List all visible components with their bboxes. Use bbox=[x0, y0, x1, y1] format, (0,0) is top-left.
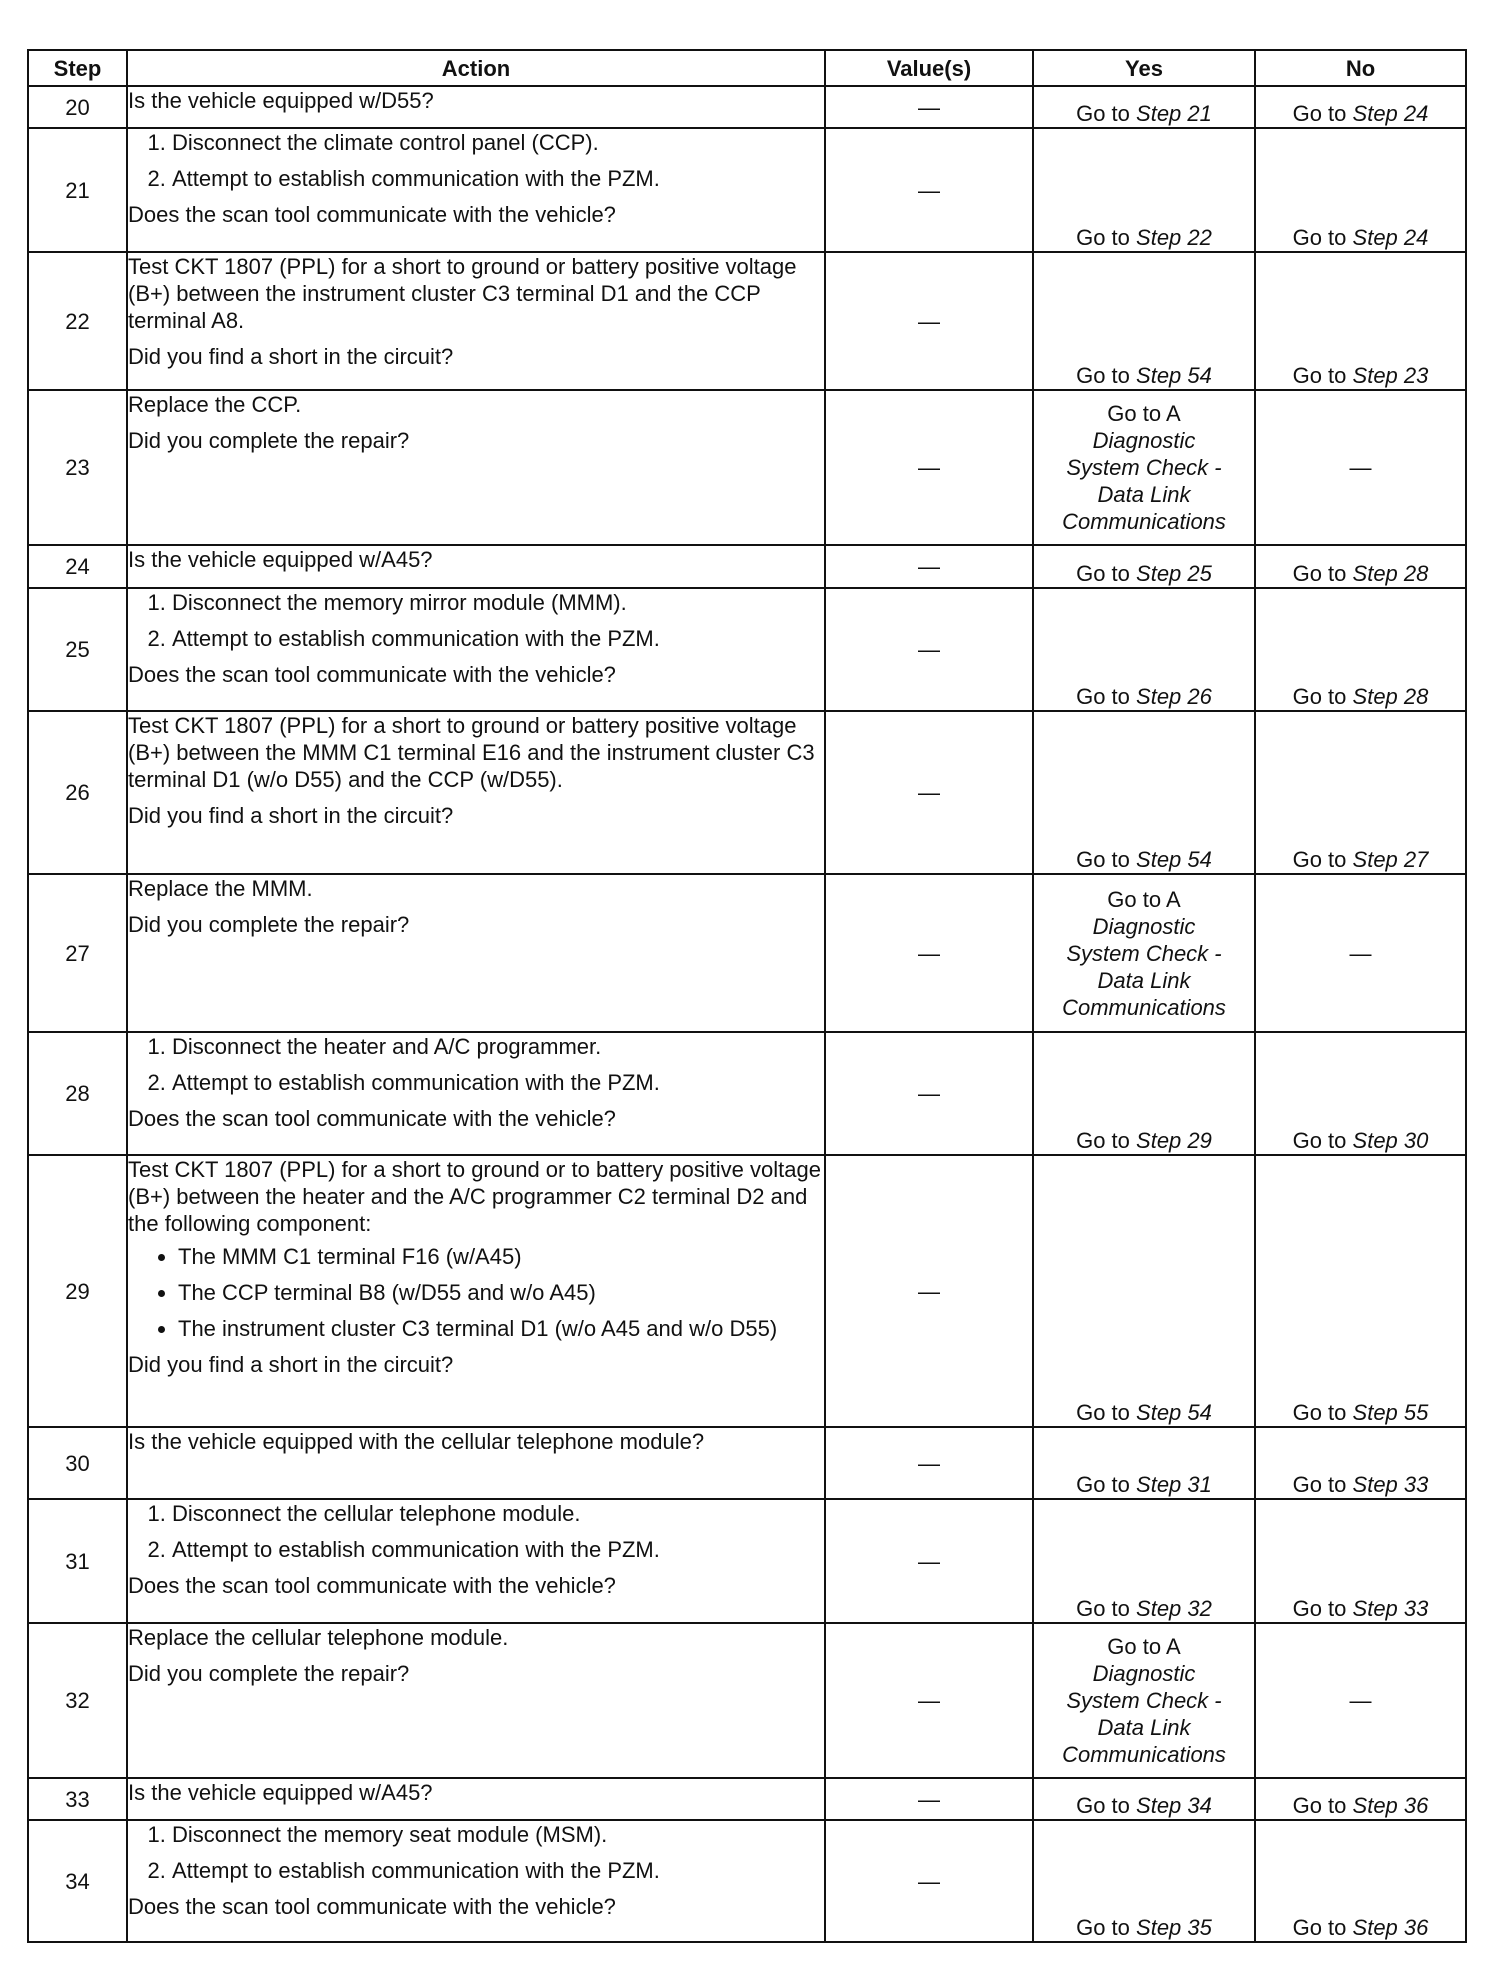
procedure-line: Communications bbox=[1062, 994, 1226, 1020]
header-values: Value(s) bbox=[825, 50, 1033, 86]
yes-step-ref: 26 bbox=[1187, 684, 1212, 709]
value-cell: — bbox=[825, 128, 1033, 252]
goto-label: Go to bbox=[1076, 1793, 1130, 1818]
action-text: Replace the cellular telephone module. bbox=[128, 1625, 509, 1650]
table-row bbox=[28, 1778, 1466, 1820]
yes-step-ref: 29 bbox=[1187, 1128, 1212, 1153]
no-cell bbox=[1255, 1155, 1466, 1427]
step-number: 25 bbox=[28, 588, 127, 711]
value-cell: — bbox=[825, 1778, 1033, 1820]
goto-label: Go to bbox=[1292, 101, 1347, 126]
step-number: 28 bbox=[28, 1032, 127, 1155]
action-cell bbox=[127, 588, 825, 711]
action-question: Did you complete the repair? bbox=[128, 912, 410, 937]
no-step-ref: 30 bbox=[1403, 1128, 1429, 1153]
step-number: 22 bbox=[28, 252, 127, 390]
no-step-ref: 24 bbox=[1403, 225, 1429, 250]
action-cell bbox=[127, 1623, 825, 1778]
goto-label: Go to bbox=[1076, 561, 1130, 586]
step-word: Step bbox=[1136, 1915, 1182, 1940]
action-cell bbox=[127, 1778, 825, 1820]
goto-label: Go to bbox=[1292, 561, 1347, 586]
no-cell: — bbox=[1255, 1623, 1466, 1778]
goto-label: Go to bbox=[1076, 1400, 1130, 1425]
step-number: 24 bbox=[28, 545, 127, 588]
list-item: • The instrument cluster C3 terminal D1 (w/o A45 and w/o D55) bbox=[178, 1315, 824, 1342]
action-cell bbox=[127, 252, 825, 390]
action-question: Does the scan tool communicate with the vehicle? bbox=[128, 1894, 616, 1919]
step-word: Step bbox=[1136, 1472, 1182, 1497]
no-cell bbox=[1255, 1427, 1466, 1499]
value-cell: — bbox=[825, 711, 1033, 874]
goto-label: Go to bbox=[1292, 1793, 1347, 1818]
numbered-list bbox=[128, 129, 824, 192]
step-number: 32 bbox=[28, 1623, 127, 1778]
no-cell bbox=[1255, 1499, 1466, 1623]
goto-label: Go to bbox=[1076, 1915, 1130, 1940]
step-word: Step bbox=[1136, 684, 1182, 709]
procedure-line: Diagnostic bbox=[1092, 1661, 1196, 1686]
step-number: 23 bbox=[28, 390, 127, 545]
table-row bbox=[28, 390, 1466, 545]
step-word: Step bbox=[1352, 847, 1398, 872]
yes-cell bbox=[1033, 1499, 1255, 1623]
table-row bbox=[28, 711, 1466, 874]
action-question: Did you find a short in the circuit? bbox=[128, 344, 454, 369]
list-item: 2. Attempt to establish communication with the PZM. bbox=[172, 165, 824, 192]
list-item: 2. Attempt to establish communication with the PZM. bbox=[172, 625, 824, 652]
step-word: Step bbox=[1136, 847, 1182, 872]
value-cell: — bbox=[825, 1820, 1033, 1942]
goto-label: Go to bbox=[1076, 1596, 1130, 1621]
goto-label: Go to bbox=[1076, 1128, 1130, 1153]
yes-cell bbox=[1033, 545, 1255, 588]
yes-step-ref: 25 bbox=[1187, 561, 1212, 586]
step-word: Step bbox=[1352, 561, 1398, 586]
action-question: Is the vehicle equipped w/A45? bbox=[128, 1780, 433, 1805]
no-cell bbox=[1255, 1778, 1466, 1820]
action-cell bbox=[127, 1499, 825, 1623]
table-row bbox=[28, 588, 1466, 711]
no-cell: — bbox=[1255, 874, 1466, 1032]
step-number: 20 bbox=[28, 86, 127, 128]
table-row bbox=[28, 1155, 1466, 1427]
step-number: 33 bbox=[28, 1778, 127, 1820]
action-text: Test CKT 1807 (PPL) for a short to ground or battery positive voltage (B+) between the instrument cluster C3 terminal D1 and the CCP terminal A8. bbox=[128, 254, 797, 333]
action-question: Did you find a short in the circuit? bbox=[128, 803, 454, 828]
action-cell bbox=[127, 1155, 825, 1427]
value-cell: — bbox=[825, 86, 1033, 128]
table-row bbox=[28, 874, 1466, 1032]
no-cell bbox=[1255, 588, 1466, 711]
header-step: Step bbox=[28, 50, 127, 86]
numbered-list bbox=[128, 1033, 824, 1096]
action-question: Did you find a short in the circuit? bbox=[128, 1352, 454, 1377]
goto-label: Go to bbox=[1292, 225, 1347, 250]
step-word: Step bbox=[1352, 1472, 1398, 1497]
no-cell bbox=[1255, 1820, 1466, 1942]
procedure-line: Communications bbox=[1062, 509, 1226, 534]
no-cell bbox=[1255, 86, 1466, 128]
table-row bbox=[28, 1820, 1466, 1942]
no-step-ref: 23 bbox=[1403, 363, 1429, 388]
step-word: Step bbox=[1352, 1128, 1398, 1153]
value-cell: — bbox=[825, 874, 1033, 1032]
procedure-line: Diagnostic bbox=[1092, 913, 1196, 939]
step-number: 34 bbox=[28, 1820, 127, 1942]
action-cell bbox=[127, 711, 825, 874]
procedure-line: Data Link bbox=[1097, 967, 1191, 993]
action-cell bbox=[127, 1427, 825, 1499]
procedure-line: Data Link bbox=[1097, 1715, 1191, 1740]
list-item: 1. Disconnect the memory seat module (MSM). bbox=[172, 1821, 824, 1848]
no-step-ref: 36 bbox=[1403, 1915, 1429, 1940]
yes-step-ref: 32 bbox=[1187, 1596, 1212, 1621]
procedure-line: Data Link bbox=[1097, 482, 1191, 507]
header-action: Action bbox=[127, 50, 825, 86]
header-row bbox=[28, 50, 1466, 86]
goto-label: Go to bbox=[1076, 684, 1130, 709]
yes-cell bbox=[1033, 1155, 1255, 1427]
yes-step-ref: 54 bbox=[1187, 1400, 1212, 1425]
yes-step-ref: 21 bbox=[1187, 101, 1212, 126]
yes-cell bbox=[1033, 874, 1255, 1032]
yes-step-ref: 54 bbox=[1187, 847, 1212, 872]
step-word: Step bbox=[1136, 1400, 1182, 1425]
no-step-ref: 33 bbox=[1403, 1596, 1429, 1621]
list-item: • The CCP terminal B8 (w/D55 and w/o A45) bbox=[178, 1279, 824, 1306]
action-question: Does the scan tool communicate with the vehicle? bbox=[128, 202, 616, 227]
no-cell bbox=[1255, 128, 1466, 252]
step-number: 26 bbox=[28, 711, 127, 874]
action-question: Did you complete the repair? bbox=[128, 1661, 410, 1686]
yes-cell bbox=[1033, 86, 1255, 128]
step-word: Step bbox=[1136, 1793, 1182, 1818]
procedure-line: System Check - bbox=[1066, 940, 1222, 966]
step-number: 31 bbox=[28, 1499, 127, 1623]
table-row bbox=[28, 1427, 1466, 1499]
step-word: Step bbox=[1352, 101, 1398, 126]
goto-label: Go to bbox=[1076, 101, 1130, 126]
table-row bbox=[28, 86, 1466, 128]
no-cell: — bbox=[1255, 390, 1466, 545]
step-word: Step bbox=[1352, 225, 1398, 250]
header-yes: Yes bbox=[1033, 50, 1255, 86]
step-word: Step bbox=[1136, 1128, 1182, 1153]
goto-label: Go to bbox=[1076, 1472, 1130, 1497]
procedure-line: Communications bbox=[1062, 1742, 1226, 1767]
action-question: Is the vehicle equipped w/A45? bbox=[128, 547, 433, 572]
step-number: 21 bbox=[28, 128, 127, 252]
step-word: Step bbox=[1352, 1596, 1398, 1621]
yes-cell bbox=[1033, 1427, 1255, 1499]
goto-label: Go to bbox=[1292, 363, 1347, 388]
action-question: Does the scan tool communicate with the vehicle? bbox=[128, 662, 616, 687]
value-cell: — bbox=[825, 1427, 1033, 1499]
no-step-ref: 27 bbox=[1403, 847, 1429, 872]
list-item: 1. Disconnect the memory mirror module (MMM). bbox=[172, 589, 824, 616]
step-word: Step bbox=[1136, 225, 1182, 250]
no-step-ref: 24 bbox=[1403, 101, 1429, 126]
yes-cell bbox=[1033, 252, 1255, 390]
value-cell: — bbox=[825, 588, 1033, 711]
step-word: Step bbox=[1136, 561, 1182, 586]
step-number: 30 bbox=[28, 1427, 127, 1499]
goto-label: Go to bbox=[1292, 684, 1347, 709]
yes-step-ref: 22 bbox=[1187, 225, 1212, 250]
value-cell: — bbox=[825, 1032, 1033, 1155]
numbered-list bbox=[128, 589, 824, 652]
goto-label: Go to bbox=[1292, 847, 1347, 872]
goto-procedure: Go to A bbox=[1107, 886, 1181, 912]
no-step-ref: 28 bbox=[1403, 561, 1429, 586]
numbered-list bbox=[128, 1821, 824, 1884]
no-cell bbox=[1255, 252, 1466, 390]
list-item: 1. Disconnect the heater and A/C programmer. bbox=[172, 1033, 824, 1060]
action-question: Does the scan tool communicate with the vehicle? bbox=[128, 1573, 616, 1598]
header-no: No bbox=[1255, 50, 1466, 86]
step-word: Step bbox=[1136, 363, 1182, 388]
action-cell bbox=[127, 86, 825, 128]
yes-cell bbox=[1033, 1778, 1255, 1820]
numbered-list bbox=[128, 1500, 824, 1563]
yes-step-ref: 54 bbox=[1187, 363, 1212, 388]
action-text: Test CKT 1807 (PPL) for a short to ground or to battery positive voltage (B+) between the heater and the A/C programmer C2 terminal D2 and the following component: bbox=[128, 1157, 821, 1236]
list-item: • The MMM C1 terminal F16 (w/A45) bbox=[178, 1243, 824, 1270]
action-question: Is the vehicle equipped w/D55? bbox=[128, 88, 434, 113]
diagnostic-table bbox=[27, 49, 1467, 1943]
no-step-ref: 55 bbox=[1403, 1400, 1429, 1425]
step-word: Step bbox=[1352, 363, 1398, 388]
step-word: Step bbox=[1352, 1793, 1398, 1818]
bullet-list bbox=[128, 1243, 824, 1342]
step-number: 27 bbox=[28, 874, 127, 1032]
yes-cell bbox=[1033, 1032, 1255, 1155]
step-word: Step bbox=[1352, 1400, 1398, 1425]
no-step-ref: 33 bbox=[1403, 1472, 1429, 1497]
goto-procedure: Go to A bbox=[1107, 401, 1181, 426]
action-cell bbox=[127, 874, 825, 1032]
procedure-line: System Check - bbox=[1066, 1688, 1222, 1713]
table-row bbox=[28, 1623, 1466, 1778]
action-cell bbox=[127, 128, 825, 252]
value-cell: — bbox=[825, 1155, 1033, 1427]
value-cell: — bbox=[825, 252, 1033, 390]
goto-label: Go to bbox=[1076, 225, 1130, 250]
action-text: Replace the CCP. bbox=[128, 392, 302, 417]
table-row bbox=[28, 1499, 1466, 1623]
goto-label: Go to bbox=[1292, 1915, 1347, 1940]
goto-label: Go to bbox=[1292, 1400, 1347, 1425]
value-cell: — bbox=[825, 390, 1033, 545]
action-cell bbox=[127, 390, 825, 545]
yes-step-ref: 31 bbox=[1187, 1472, 1212, 1497]
no-cell bbox=[1255, 711, 1466, 874]
step-word: Step bbox=[1136, 1596, 1182, 1621]
yes-step-ref: 34 bbox=[1187, 1793, 1212, 1818]
no-step-ref: 36 bbox=[1403, 1793, 1429, 1818]
procedure-line: Diagnostic bbox=[1092, 428, 1196, 453]
list-item: 2. Attempt to establish communication with the PZM. bbox=[172, 1536, 824, 1563]
yes-step-ref: 35 bbox=[1187, 1915, 1212, 1940]
no-step-ref: 28 bbox=[1403, 684, 1429, 709]
yes-cell bbox=[1033, 1623, 1255, 1778]
list-item: 1. Disconnect the cellular telephone module. bbox=[172, 1500, 824, 1527]
step-word: Step bbox=[1136, 101, 1182, 126]
list-item: 1. Disconnect the climate control panel (CCP). bbox=[172, 129, 824, 156]
action-question: Does the scan tool communicate with the vehicle? bbox=[128, 1106, 616, 1131]
action-cell bbox=[127, 545, 825, 588]
table-row bbox=[28, 128, 1466, 252]
action-cell bbox=[127, 1032, 825, 1155]
value-cell: — bbox=[825, 1499, 1033, 1623]
action-text: Replace the MMM. bbox=[128, 876, 313, 901]
yes-cell bbox=[1033, 128, 1255, 252]
yes-cell bbox=[1033, 588, 1255, 711]
action-question: Is the vehicle equipped with the cellular telephone module? bbox=[128, 1429, 705, 1454]
yes-cell bbox=[1033, 711, 1255, 874]
step-number: 29 bbox=[28, 1155, 127, 1427]
no-cell bbox=[1255, 545, 1466, 588]
goto-label: Go to bbox=[1292, 1128, 1347, 1153]
table-row bbox=[28, 1032, 1466, 1155]
action-text: Test CKT 1807 (PPL) for a short to ground or battery positive voltage (B+) between the MMM C1 terminal E16 and the instrument cluster C3 terminal D1 (w/o D55) and the CCP (w/D55). bbox=[128, 713, 815, 792]
yes-cell bbox=[1033, 1820, 1255, 1942]
value-cell: — bbox=[825, 545, 1033, 588]
yes-cell bbox=[1033, 390, 1255, 545]
table-row bbox=[28, 252, 1466, 390]
action-cell bbox=[127, 1820, 825, 1942]
goto-label: Go to bbox=[1292, 1596, 1347, 1621]
value-cell: — bbox=[825, 1623, 1033, 1778]
procedure-line: System Check - bbox=[1066, 455, 1222, 480]
step-word: Step bbox=[1352, 1915, 1398, 1940]
list-item: 2. Attempt to establish communication with the PZM. bbox=[172, 1857, 824, 1884]
no-cell bbox=[1255, 1032, 1466, 1155]
list-item: 2. Attempt to establish communication with the PZM. bbox=[172, 1069, 824, 1096]
action-question: Did you complete the repair? bbox=[128, 428, 410, 453]
goto-label: Go to bbox=[1076, 363, 1130, 388]
step-word: Step bbox=[1352, 684, 1398, 709]
table-row bbox=[28, 545, 1466, 588]
goto-label: Go to bbox=[1076, 847, 1130, 872]
goto-procedure: Go to A bbox=[1107, 1634, 1181, 1659]
goto-label: Go to bbox=[1292, 1472, 1347, 1497]
